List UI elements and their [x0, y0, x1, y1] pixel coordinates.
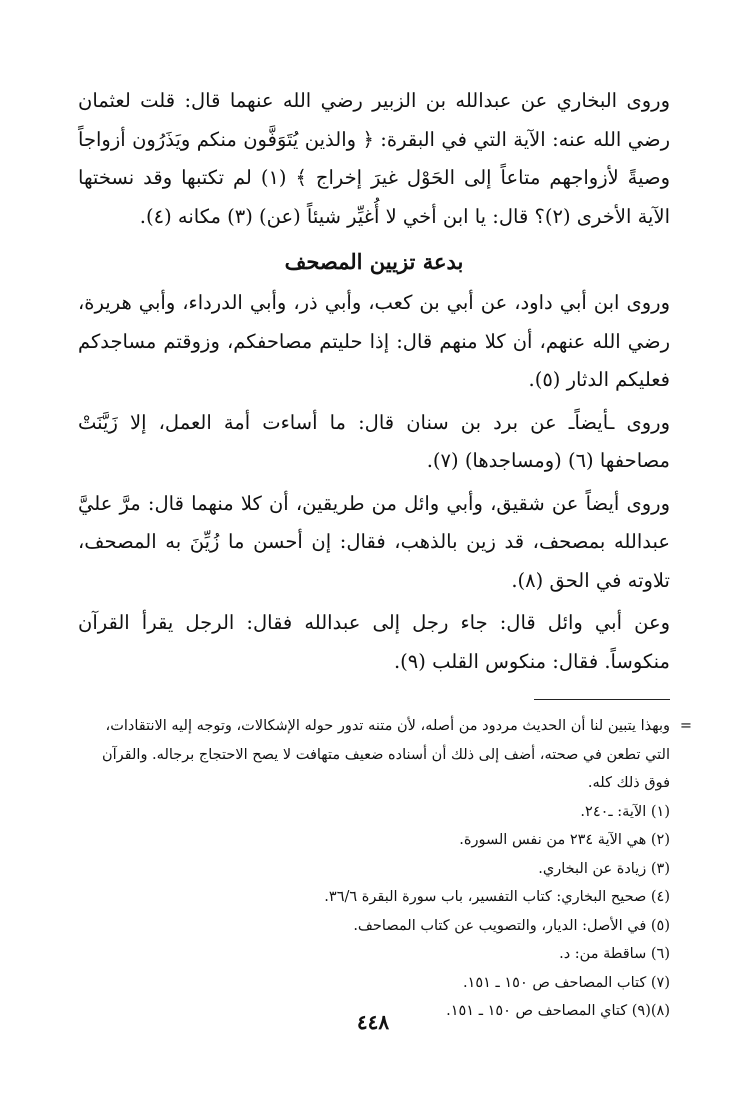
footnote-divider: [534, 699, 670, 700]
footnote-continuation: [78, 712, 692, 798]
footnote-6: (٦) ساقطة من: د.: [559, 946, 670, 962]
paragraph-ibn-abi-dawud: وروى ابن أبي داود، عن أبي بن كعب، وأبي ذر، وأبي الدرداء، وأبي هريرة، رضي الله عنهم، أن كلا منهم قال: إذا حليتم مصاحفكم، وزوقتم مساجدكم فعليكم الدثار (٥).: [78, 291, 670, 391]
footnotes: [78, 712, 692, 1026]
footnote-5: (٥) في الأصل: الديار، والتصويب عن كتاب المصاحف.: [353, 917, 670, 934]
paragraph-bukhari-uthman: وروى البخاري عن عبدالله بن الزبير رضي الله عنهما قال: قلت لعثمان رضي الله عنه: الآية التي في البقرة: ﴿ والذين يُتَوَفَّون منكم ويَذَرُون أزواجاً وصيةً لأزواجهم متاعاً إلى الحَوْل غيرَ إخراج ﴾ (١) لم تكتبها وقد نسختها الآية الأخرى (٢)؟ قال: يا ابن أخي لا أُغيِّر شيئاً (عن) (٣) مكانه (٤).: [78, 89, 670, 228]
continuation-mark: =: [679, 718, 692, 734]
footnote-continuation-text: وبهذا يتبين لنا أن الحديث مردود من أصله، لأن متنه تدور حوله الإشكالات، وتوجه إليه الانتقادات، التي تطعن في صحته، أضف إلى ذلك أن أسناده ضعيف متهافت لا يصح الاحتجاج برجاله. والقرآن فوق ذلك كله.: [101, 718, 670, 791]
footnote-2: (٢) هي الآية ٢٣٤ من نفس السورة.: [459, 832, 670, 848]
footnote-4: (٤) صحيح البخاري: كتاب التفسير، باب سورة البقرة ٣٦/٦.: [324, 889, 670, 905]
footnote-7: (٧) كتاب المصاحف ص ١٥٠ ـ ١٥١.: [462, 974, 670, 991]
footnote-3: (٣) زيادة عن البخاري.: [538, 860, 670, 877]
paragraph-burd-ibn-sinan: وروى ـأيضاًـ عن برد بن سنان قال: ما أساءت أمة العمل، إلا زَيَّنَتْ مصاحفها (٦) (ومساجدها) (٧).: [78, 410, 670, 472]
page-body: [78, 82, 692, 1026]
paragraph-abu-wail: وعن أبي وائل قال: جاء رجل إلى عبدالله فقال: الرجل يقرأ القرآن منكوساً. فقال: منكوس القلب (٩).: [78, 611, 670, 673]
page-number: ٤٤٨: [356, 1010, 390, 1034]
footnote-8-9: (٨)(٩) كتاي المصاحف ص ١٥٠ ـ ١٥١.: [446, 1003, 670, 1019]
footnote-1: (١) الآية: ـ٢٤٠.: [580, 803, 670, 820]
paragraph-shaqiq: وروى أيضاً عن شقيق، وأبي وائل من طريقين، أن كلا منهما قال: مرَّ عليَّ عبدالله بمصحف، قد زين بالذهب، فقال: إن أحسن ما زُيِّنَ به المصحف، تلاوته في الحق (٨).: [78, 491, 670, 592]
section-heading: بدعة تزيين المصحف: [284, 249, 464, 274]
